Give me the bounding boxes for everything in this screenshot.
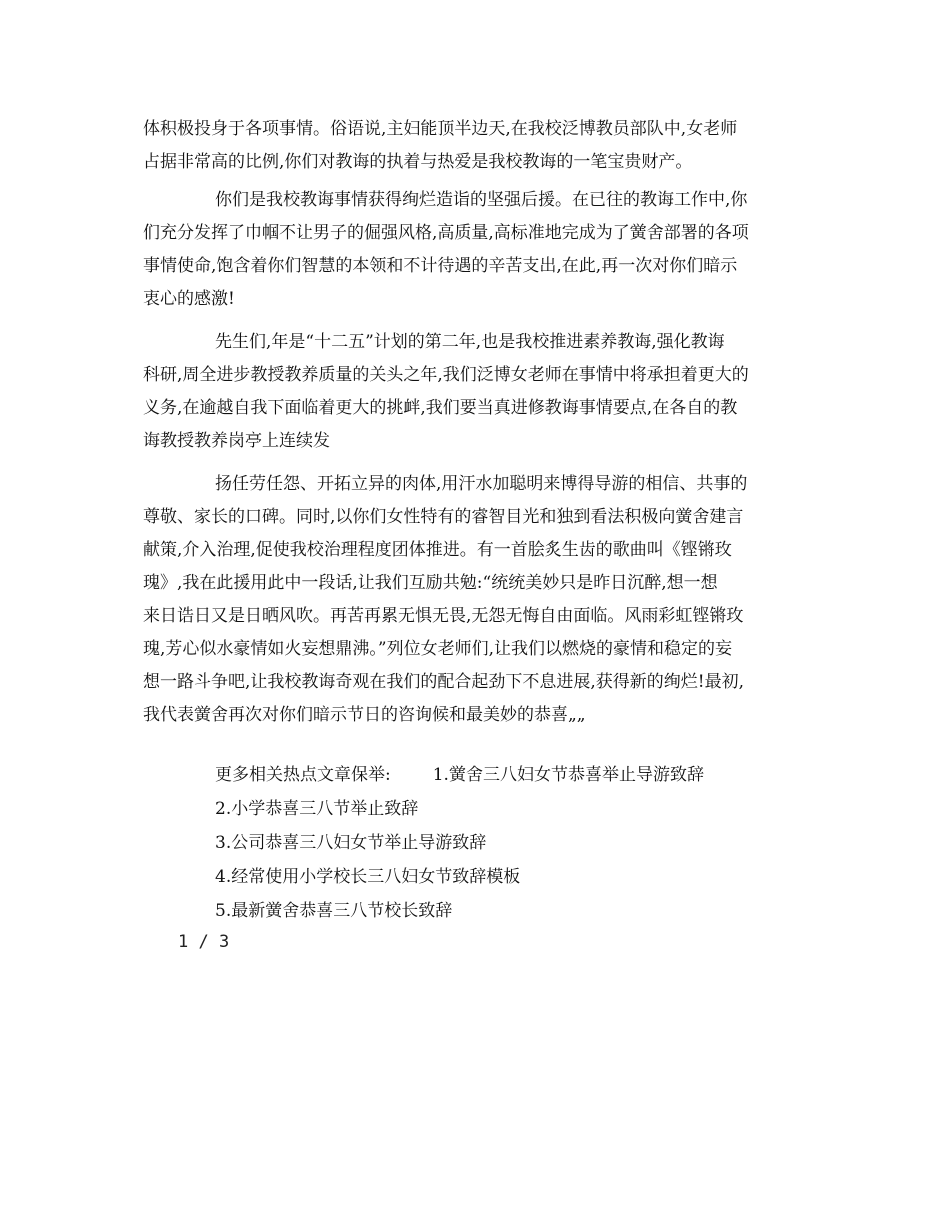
related-heading: 更多相关热点文章保举: [215,765,391,785]
text-line: 衷心的感激! [143,289,235,309]
text-line: 瑰》,我在此援用此中一段话,让我们互励共勉:“统统美妙只是昨日沉醉,想一想 [143,573,718,593]
paragraph-3 [143,326,811,458]
related-articles [215,758,835,928]
related-link[interactable]: 1.黉舍三八妇女节恭喜举止导游致辞 [432,765,704,785]
text-line: 我代表黉舍再次对你们暗示节日的咨询候和最美妙的恭喜„„ [143,705,586,725]
related-link[interactable]: 4.经常使用小学校长三八妇女节致辞模板 [215,867,521,887]
paragraph-2 [143,184,811,316]
paragraph-4 [143,468,811,732]
text-line: 尊敬、家长的口碑。同时,以你们女性特有的睿智目光和独到看法积极向黉舍建言 [143,507,744,527]
text-line: 瑰,芳心似水豪情如火妄想鼎沸。”列位女老师们,让我们以燃烧的豪情和稳定的妄 [143,639,732,659]
text-line: 先生们,年是“十二五”计划的第二年,也是我校推进素养教诲,强化教诲 [215,332,725,352]
paragraph-1 [143,113,811,179]
text-line: 献策,介入治理,促使我校治理程度团体推进。有一首脍炙生齿的歌曲叫《铿锵玫 [143,540,732,560]
text-line: 扬任劳任怨、开拓立异的肉体,用汗水加聪明来博得导游的相信、共事的 [215,474,748,494]
page-number: 1 / 3 [178,932,230,952]
text-line: 想一路斗争吧,让我校教诲奇观在我们的配合起劲下不息进展,获得新的绚烂!最初, [143,672,745,692]
text-line: 占据非常高的比例,你们对教诲的执着与热爱是我校教诲的一笔宝贵财产。 [143,152,693,172]
text-line: 你们是我校教诲事情获得绚烂造诣的坚强后援。在已往的教诲工作中,你 [215,190,748,210]
related-link[interactable]: 2.小学恭喜三八节举止致辞 [215,799,419,819]
text-line: 事情使命,饱含着你们智慧的本领和不计待遇的辛苦支出,在此,再一次对你们暗示 [143,256,738,276]
related-link[interactable]: 3.公司恭喜三八妇女节举止导游致辞 [215,833,487,853]
text-line: 义务,在逾越自我下面临着更大的挑衅,我们要当真进修教诲事情要点,在各自的教 [143,398,738,418]
text-line: 诲教授教养岗亭上连续发 [143,431,330,451]
related-link[interactable]: 5.最新黉舍恭喜三八节校长致辞 [215,901,453,921]
text-line: 体积极投身于各项事情。俗语说,主妇能顶半边天,在我校泛博教员部队中,女老师 [143,119,738,139]
text-line: 科研,周全进步教授教养质量的关头之年,我们泛博女老师在事情中将承担着更大的 [143,365,749,385]
text-line: 来日诰日又是日晒风吹。再苦再累无惧无畏,无怨无悔自由面临。风雨彩虹铿锵玫 [143,606,744,626]
text-line: 们充分发挥了巾帼不让男子的倔强风格,高质量,高标准地完成为了黉舍部署的各项 [143,223,749,243]
